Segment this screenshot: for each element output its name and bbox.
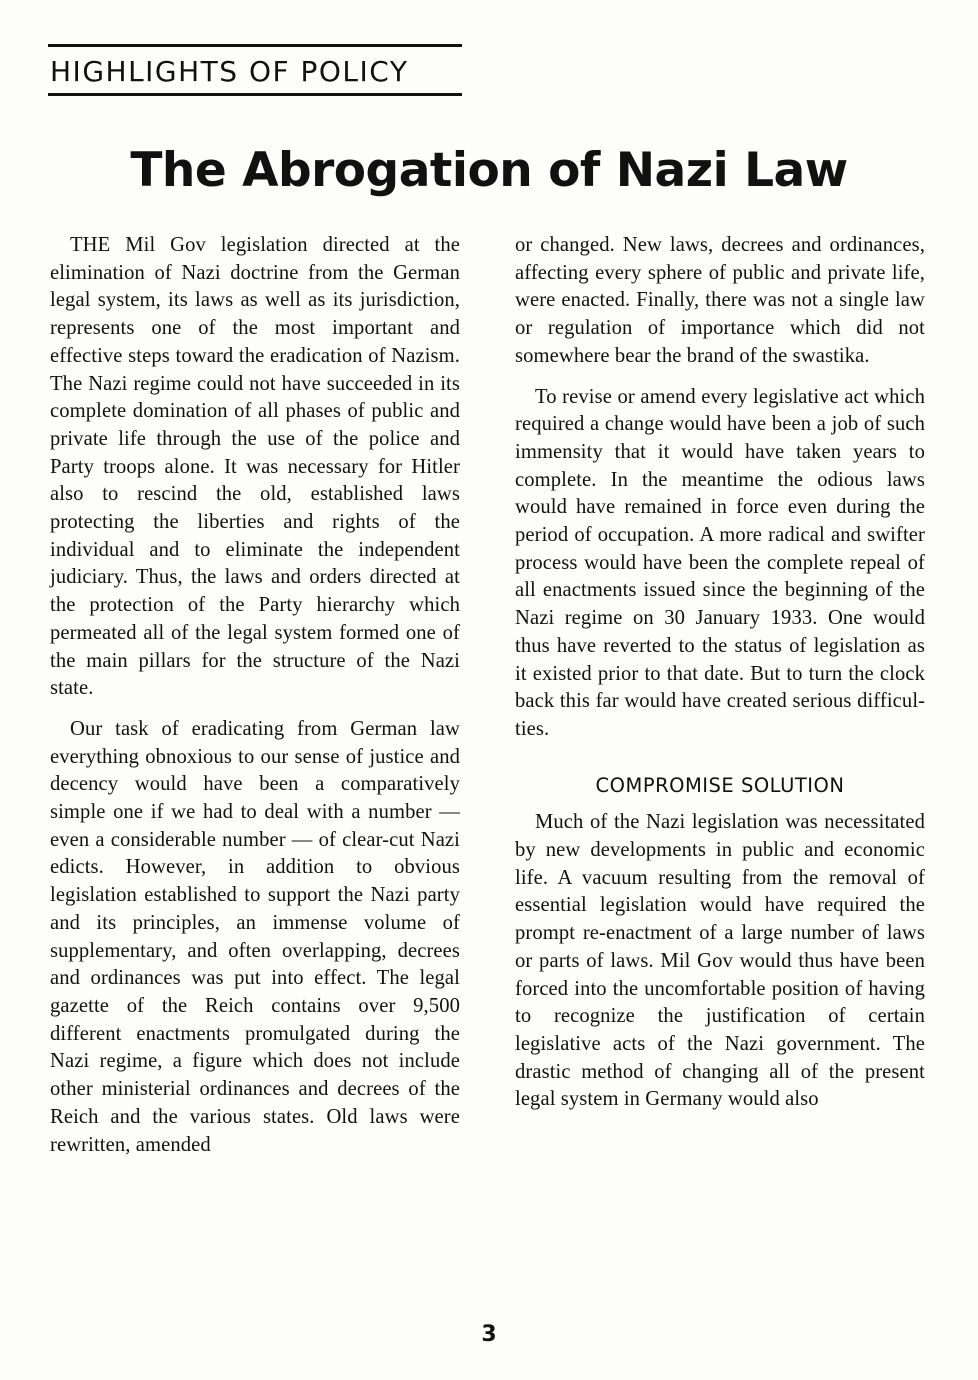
section-header xyxy=(48,44,462,96)
paragraph-5: Much of the Nazi legislation was necessitated by new developments in public and economic life. A vacuum resulting from the removal of essential legislation would have required the prompt re-enactment of a large number of laws or parts of laws. Mil Gov would thus have been forced into the uncomfortable position of having to recognize the justification of certain legislative acts of the Nazi government. The drastic method of changing all of the present legal system in Germany would also xyxy=(515,811,925,1111)
subheading: COMPROMISE SOLUTION xyxy=(595,773,845,797)
column-left xyxy=(50,232,460,1172)
paragraph-1: THE Mil Gov legislation directed at the elimination of Nazi doctrine from the German legal system, its laws as well as its jurisdiction, represents one of the most important and effective steps toward the eradication of Nazism. The Nazi regime could not have succeeded in its complete domination of all phases of public and private life through the use of the police and Party troops alone. It was necessary for Hitler also to rescind the old, established laws protecting the liberties and rights of the individual and to eliminate the independent judiciary. Thus, the laws and orders directed at the protection of the Party hierarchy which permeated all of the legal system formed one of the main pillars for the structure of the Nazi state. xyxy=(50,234,460,700)
paragraph-2: Our task of eradicating from German law everything obnoxious to our sense of justice and decency would have been a comparatively simple one if we had to deal with a number — even a considerable number — of clear-cut Nazi edicts. However, in addition to obvious legislation established to support the Nazi party and its principles, an immense volume of supplementary, and often overlapping, decrees and ordinances was put into effect. The legal gazette of the Reich contains over 9,500 different enactments promulgated during the Nazi regime, a figure which does not include other ministerial ordinances and decrees of the Reich and the various states. Old laws were rewritten, amended xyxy=(50,717,460,1156)
paragraph-4: To revise or amend every legislative act which required a change would have been a job of such immensity that it would have taken years to complete. In the meantime the odious laws would have remained in force even during the period of occupation. A more radical and swifter process would have been the complete repeal of all enactments issued since the beginning of the Nazi regime on 30 January 1933. One would thus have reverted to the status of legislation as it existed prior to that date. But to turn the clock back this far would have created serious difficulties. xyxy=(515,385,925,740)
section-label: HIGHLIGHTS OF POLICY xyxy=(50,55,409,88)
paragraph-3: or changed. New laws, decrees and ordinances, affecting every sphere of public and private life, were enacted. Finally, there was not a single law or regulation of importance which did not somewhere bear the brand of the swastika. xyxy=(515,234,925,367)
column-right xyxy=(515,232,925,1127)
page-number: 3 xyxy=(481,1322,497,1347)
article-title: The Abrogation of Nazi Law xyxy=(130,143,848,198)
